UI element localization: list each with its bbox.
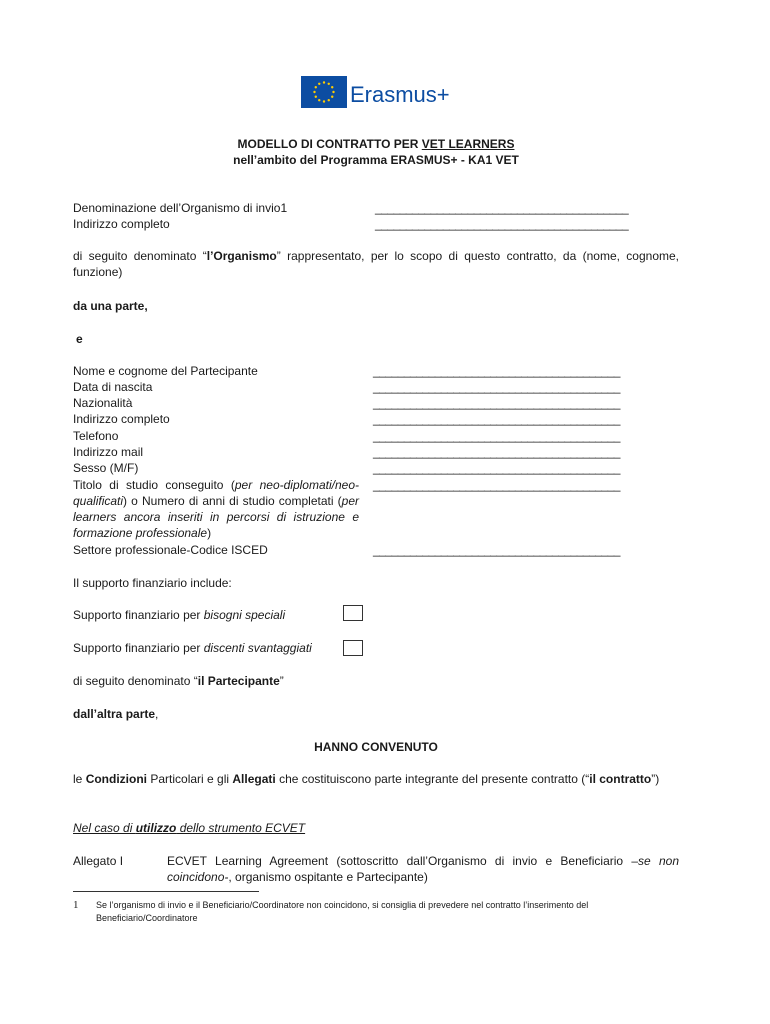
org-address-label: Indirizzo completo: [73, 217, 170, 231]
title-line1-underlined: VET LEARNERS: [421, 137, 515, 151]
participant-email-label: Indirizzo mail: [73, 445, 144, 459]
da-una-parte: da una parte,: [73, 299, 148, 313]
disadvantaged-checkbox[interactable]: [343, 640, 363, 656]
support-item1-italic: bisogni speciali: [203, 608, 286, 622]
intro-text-2: ” rappresentato, per lo scopo di questo contratto, da (nome, cognome, funzione): [73, 249, 679, 279]
condizioni-bold-1: Condizioni: [85, 772, 148, 786]
condizioni-bold-2: Allegati: [232, 772, 276, 786]
allegato-text: [167, 853, 679, 885]
intro-text-1: di seguito denominato “: [73, 249, 207, 263]
allegato-text-1: ECVET Learning Agreement (sottoscritto dall’Organismo di invio e Beneficiario –: [167, 854, 639, 868]
condizioni-paragraph: [73, 771, 679, 787]
participant-settore-blank: ________________________________________: [373, 543, 620, 557]
conjunction-e: e: [76, 332, 83, 346]
document-subtitle: nell’ambito del Programma ERASMUS+ - KA1 VET: [233, 153, 519, 167]
participant-titolo-blank: ________________________________________: [373, 478, 620, 492]
allegato-label: Allegato I: [73, 854, 124, 868]
condizioni-text-1: le: [73, 772, 86, 786]
footnote-number: 1: [73, 899, 79, 911]
support-item2-italic: discenti svantaggiati: [203, 641, 312, 655]
participant-address-label: Indirizzo completo: [73, 412, 170, 426]
participant-name-label: Nome e cognome del Partecipante: [73, 364, 258, 378]
ecvet-heading: [73, 820, 305, 836]
footnote-text: Se l’organismo di invio e il Beneficiario/Coordinatore non coincidono, si consiglia di prevedere nel contratto l’inserimento del Beneficiario/Coordinatore: [96, 900, 589, 923]
allegato-italic: se non coincidono-: [167, 854, 680, 884]
dall-altra-parte: [73, 706, 158, 722]
titolo-text-2: ) o Numero di anni di studio completati (: [123, 494, 342, 508]
partecipante-text-2: ”: [279, 674, 284, 688]
titolo-italic-1: per neo-diplomati/neo-qualificati: [73, 478, 360, 508]
intro-bold: l’Organismo: [206, 249, 277, 263]
org-name-label: Denominazione dell’Organismo di invio1: [73, 201, 288, 215]
special-needs-checkbox[interactable]: [343, 605, 363, 621]
title-line1-prefix: MODELLO DI CONTRATTO PER: [237, 137, 422, 151]
participant-titolo-label: [73, 477, 359, 541]
participant-sex-label: Sesso (M/F): [73, 461, 139, 475]
participant-email-blank: ________________________________________: [373, 445, 620, 459]
participant-phone-blank: ________________________________________: [373, 429, 620, 443]
partecipante-definition: [73, 673, 284, 689]
org-name-blank: _________________________________________: [375, 201, 629, 215]
support-item2-prefix: Supporto finanziario per: [73, 641, 204, 655]
participant-sex-blank: ________________________________________: [373, 461, 620, 475]
erasmus-logo-text: Erasmus+: [350, 82, 450, 107]
participant-birthdate-blank: ________________________________________: [373, 380, 620, 394]
eu-flag-icon: [301, 76, 347, 108]
support-intro: Il supporto finanziario include:: [73, 576, 232, 590]
document-title: [73, 136, 679, 152]
condizioni-text-3: che costituiscono parte integrante del presente contratto (“: [275, 772, 590, 786]
participant-phone-label: Telefono: [73, 429, 119, 443]
support-special-needs-label: [73, 607, 285, 623]
ecvet-text-2: dello strumento ECVET: [176, 821, 306, 835]
ecvet-bold: utilizzo: [135, 821, 177, 835]
participant-address-blank: ________________________________________: [373, 412, 620, 426]
dall-altra-rest: ,: [155, 707, 159, 721]
support-disadvantaged-label: [73, 640, 312, 656]
condizioni-text-4: ”): [651, 772, 660, 786]
participant-name-blank: ________________________________________: [373, 364, 620, 378]
org-address-blank: _________________________________________: [375, 217, 629, 231]
partecipante-bold: il Partecipante: [197, 674, 280, 688]
participant-birthdate-label: Data di nascita: [73, 380, 153, 394]
participant-settore-label: Settore professionale-Codice ISCED: [73, 543, 268, 557]
dall-altra-bold: dall’altra parte: [73, 707, 156, 721]
intro-paragraph: [73, 248, 679, 280]
participant-nationality-label: Nazionalità: [73, 396, 133, 410]
partecipante-text-1: di seguito denominato “: [73, 674, 198, 688]
allegato-text-2: , organismo ospitante e Partecipante): [228, 870, 428, 884]
titolo-text-1: Titolo di studio conseguito (: [73, 478, 235, 492]
condizioni-text-2: Particolari e gli: [147, 772, 233, 786]
titolo-italic-2: per learners ancora inseriti in percorsi di istruzione e formazione professionale: [73, 494, 359, 540]
ecvet-text-1: Nel caso di: [73, 821, 136, 835]
participant-nationality-blank: ________________________________________: [373, 396, 620, 410]
erasmus-logo: [301, 76, 461, 112]
support-item1-prefix: Supporto finanziario per: [73, 608, 204, 622]
titolo-text-3: ): [207, 526, 212, 540]
footnote-divider: [73, 891, 259, 892]
condizioni-bold-3: il contratto: [589, 772, 652, 786]
hanno-convenuto-heading: HANNO CONVENUTO: [314, 740, 438, 754]
